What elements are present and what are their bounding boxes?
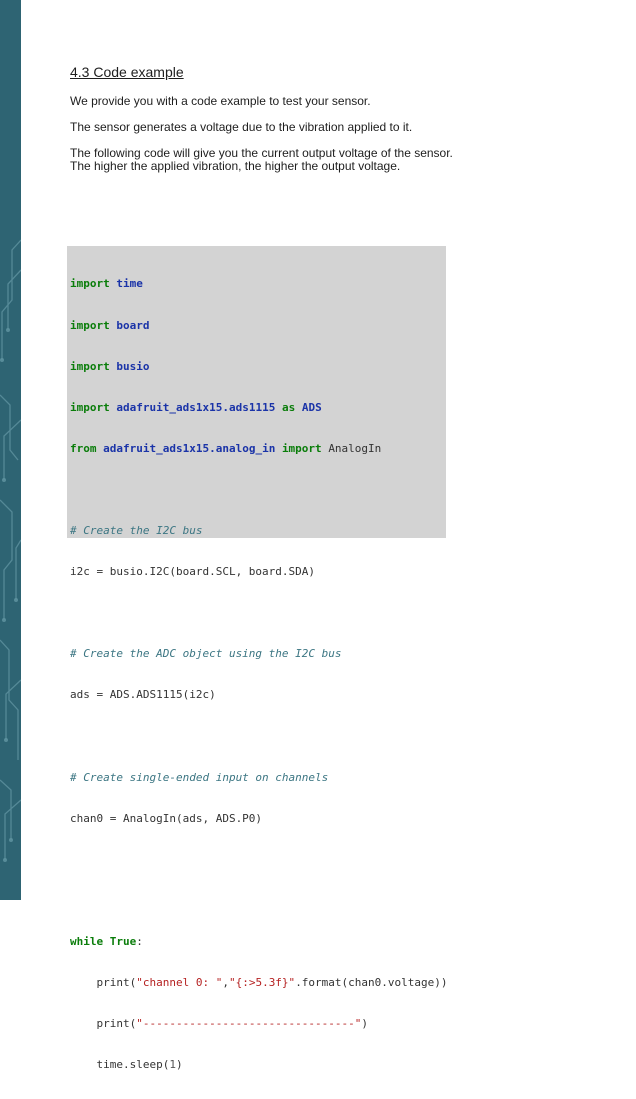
code-keyword: import [281, 441, 322, 455]
code-comment: # Create the I2C bus [70, 523, 203, 537]
code-comment: # Create single-ended input on channels [70, 770, 329, 784]
paragraph-output-line-1: The following code will give you the current output voltage of the sensor. [70, 146, 453, 160]
code-line: chan0 = AnalogIn(ads, ADS.P0) [70, 811, 263, 825]
code-line [70, 319, 448, 333]
code-line [70, 935, 448, 949]
code-keyword: import [70, 400, 110, 414]
code-comment: # Create the ADC object using the I2C bus [70, 647, 342, 661]
paragraph-voltage: The sensor generates a voltage due to the vibration applied to it. [70, 120, 413, 134]
code-string: "channel 0: " [136, 976, 223, 989]
code-text: ) [361, 1017, 369, 1031]
circuit-pattern-icon [0, 0, 21, 900]
code-text: ) [175, 1058, 183, 1072]
code-line [70, 401, 448, 415]
code-text: , [222, 976, 229, 989]
code-text: print( [70, 1017, 137, 1031]
code-text: AnalogIn [328, 441, 382, 455]
code-keyword: from [70, 441, 97, 455]
code-module: adafruit_ads1x15.analog_in [103, 441, 276, 455]
code-line [70, 1058, 448, 1072]
code-text: print( [70, 976, 137, 989]
code-blank-line [70, 483, 448, 497]
code-keyword: import [70, 318, 110, 332]
paragraph-output [70, 147, 453, 173]
code-line [70, 360, 448, 374]
code-module: adafruit_ads1x15.ads1115 [116, 400, 276, 414]
code-module: board [116, 318, 150, 332]
code-blank-line [70, 894, 448, 908]
code-string: "{:>5.3f}" [228, 976, 296, 989]
code-line: i2c = busio.I2C(board.SCL, board.SDA) [70, 565, 316, 579]
code-block [67, 246, 448, 1072]
code-module: ADS [301, 400, 322, 414]
paragraph-output-line-2: The higher the applied vibration, the higher the output voltage. [70, 159, 401, 173]
code-blank-line [70, 853, 448, 867]
paragraph-intro: We provide you with a code example to test your sensor. [70, 94, 371, 108]
code-module: busio [116, 359, 150, 373]
sidebar-decoration [0, 0, 21, 900]
section-heading: 4.3 Code example [70, 64, 184, 80]
code-text: .format(chan0.voltage)) [295, 976, 448, 989]
code-keyword: import [70, 359, 110, 373]
code-line [70, 277, 448, 291]
code-blank-line [70, 729, 448, 743]
code-line [70, 1017, 448, 1031]
code-line [70, 442, 448, 456]
code-keyword: import [70, 277, 110, 291]
code-keyword: True [109, 934, 137, 948]
code-line: ads = ADS.ADS1115(i2c) [70, 688, 216, 702]
code-listing [70, 250, 448, 1099]
code-keyword: while [70, 934, 104, 948]
code-keyword: as [281, 400, 296, 414]
code-line [70, 976, 448, 990]
code-module: time [116, 277, 143, 291]
code-text: time.sleep( [70, 1058, 170, 1072]
code-blank-line [70, 606, 448, 620]
code-number: 1 [169, 1058, 176, 1072]
code-string: "--------------------------------" [136, 1017, 362, 1031]
code-text: : [136, 934, 143, 948]
